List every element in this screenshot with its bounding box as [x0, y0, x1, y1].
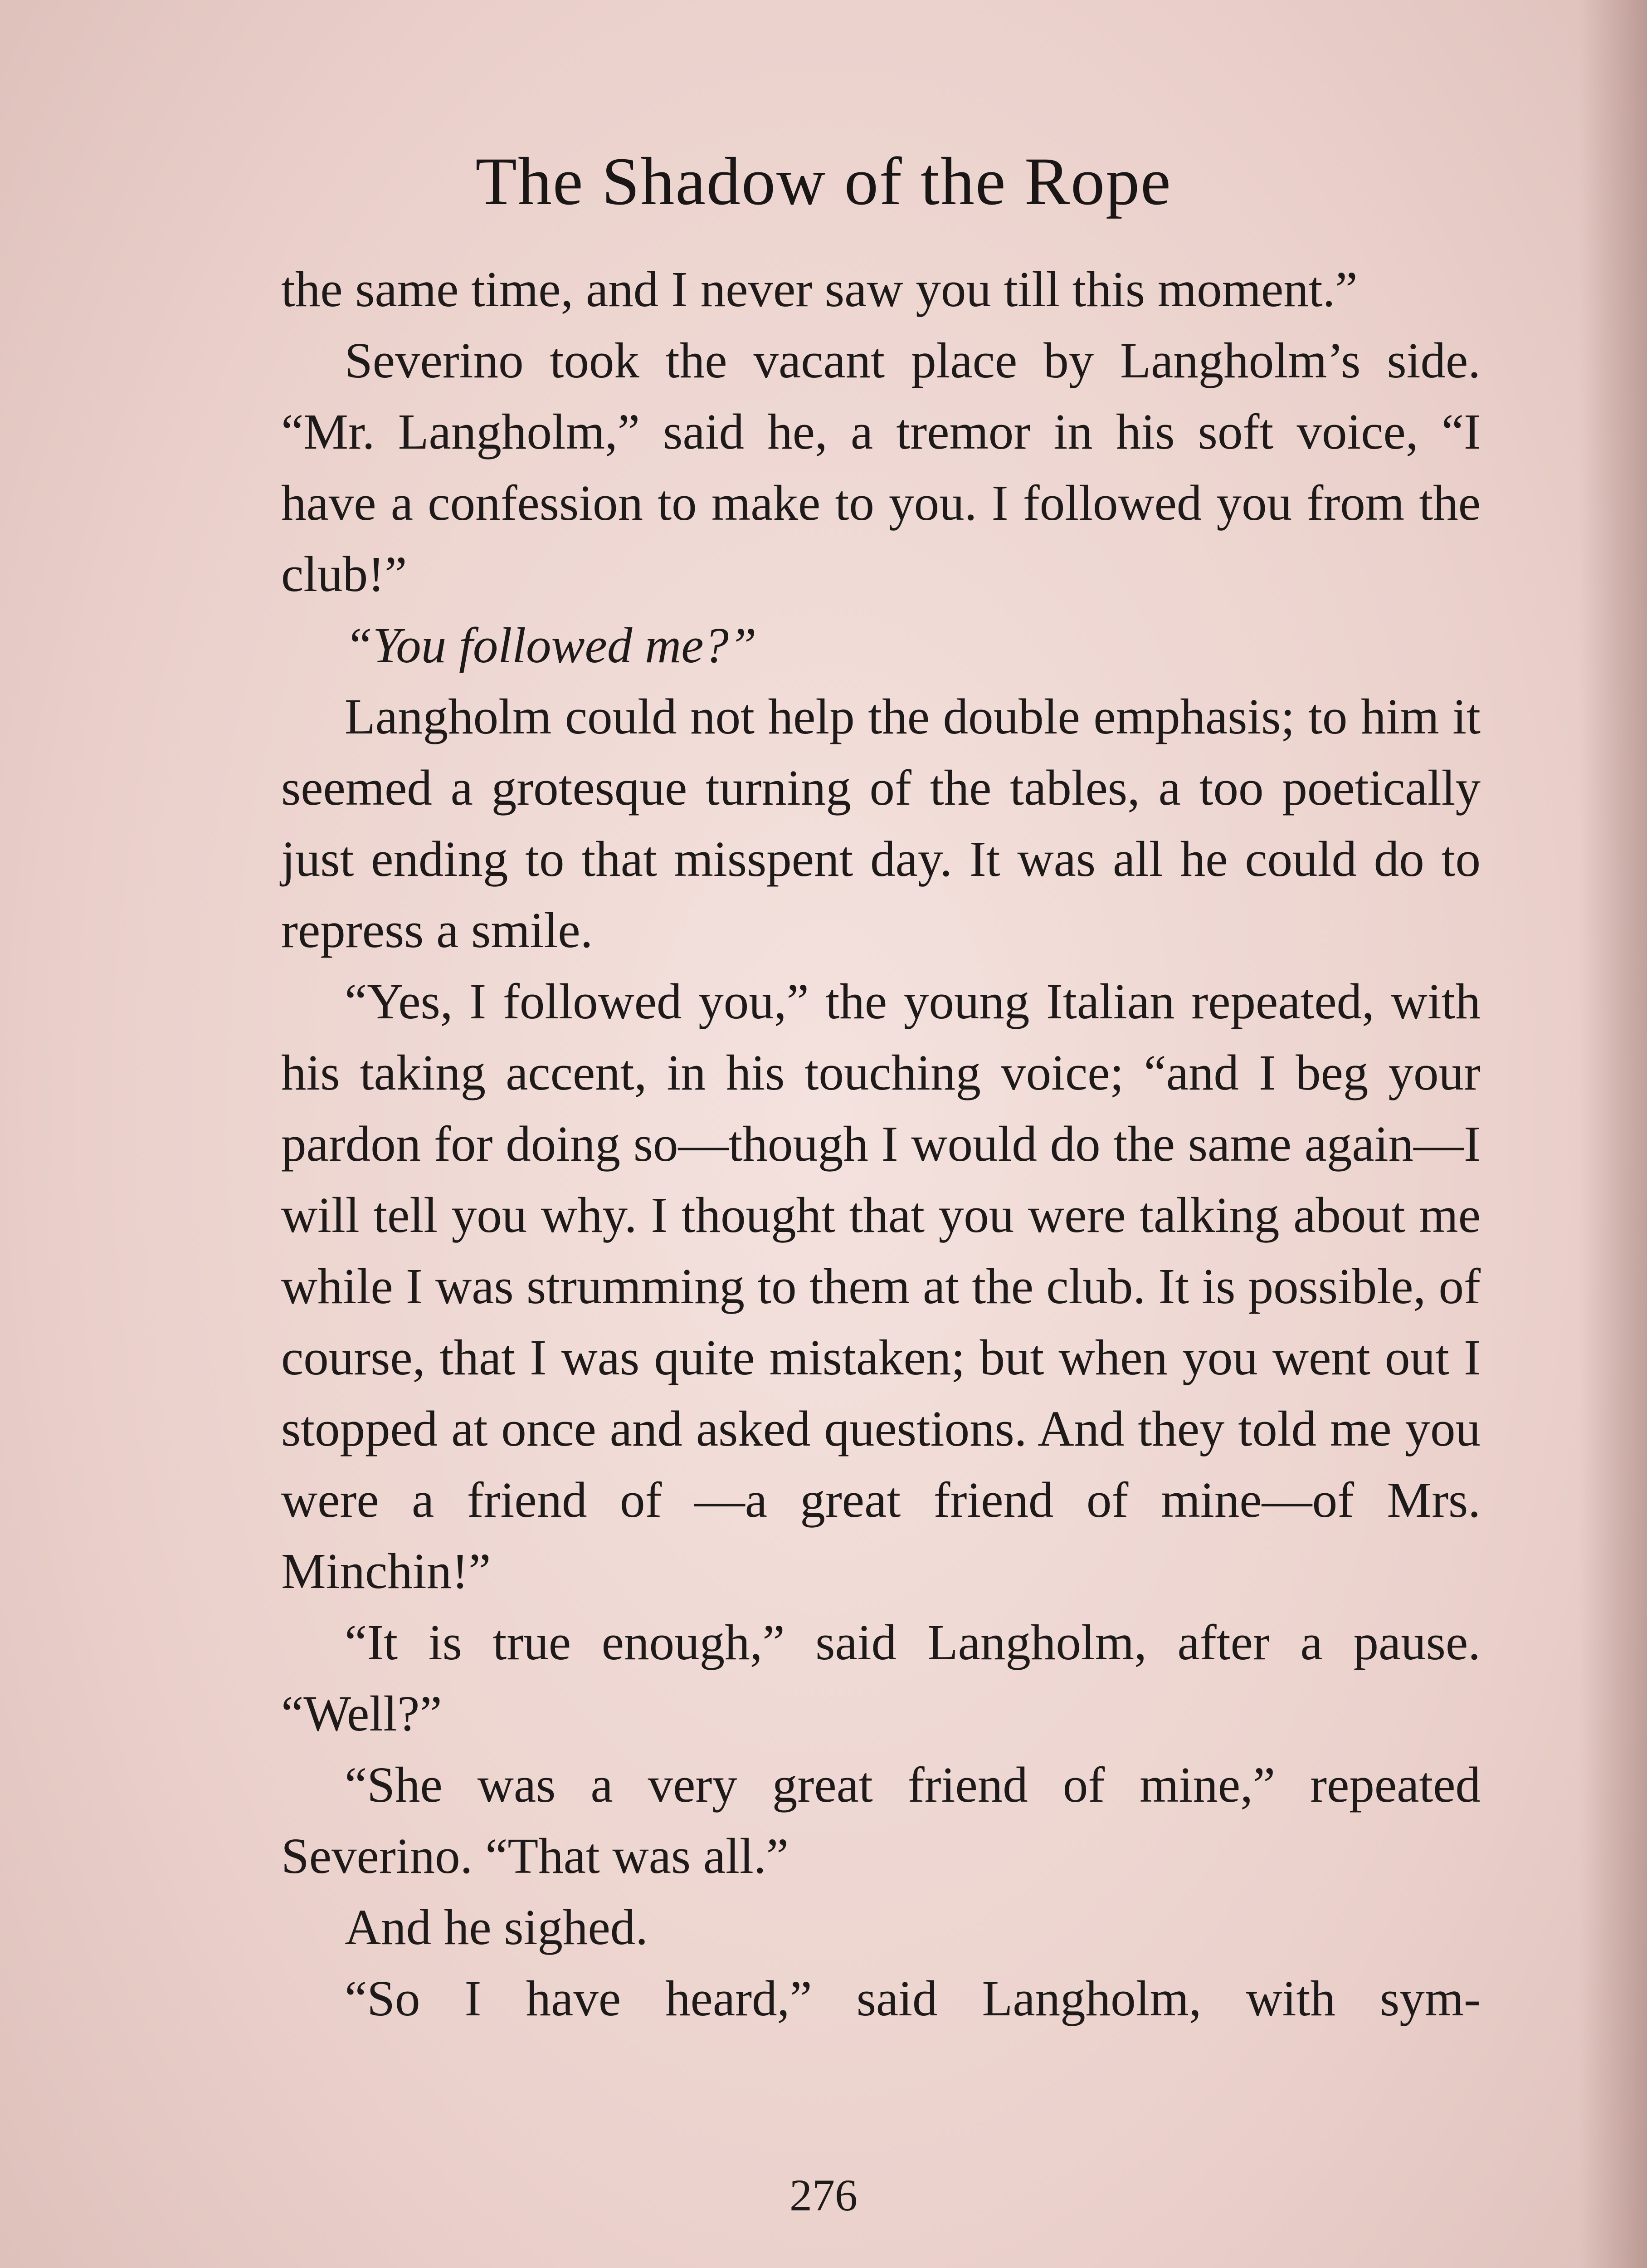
paragraph: the same time, and I never saw you till this moment.” — [281, 262, 1358, 318]
page-number: 276 — [789, 2170, 858, 2220]
paragraph: And he sighed. — [345, 1900, 648, 1955]
paragraph: “Yes, I followed you,” the young Italian repeated, with his taking accent, in his touching voice; “and I beg your pardon for doing so—though I would do the same again—I will tell you why. I thought that you were talking about me while I was strumming to them at the club. It is possible, of course, that I was quite mistaken; but when you went out I stopped at once and asked questions. And they told me you were a friend of —a great friend of mine—of Mrs. Minchin!” — [281, 974, 1481, 1599]
paragraph: “You followed me?” — [345, 618, 757, 674]
paragraph: Severino took the vacant place by Langholm’s side. “Mr. Langholm,” said he, a tremor in his soft voice, “I have a confession to make to you. I followed you from the club!” — [281, 333, 1481, 602]
paragraph: “It is true enough,” said Langholm, after a pause. “Well?” — [281, 1615, 1481, 1742]
paragraph: “She was a very great friend of mine,” repeated Severino. “That was all.” — [281, 1757, 1481, 1884]
paragraph: “So I have heard,” said Langholm, with sym- — [345, 1971, 1481, 2027]
body-text — [281, 254, 1481, 2034]
paragraph: Langholm could not help the double emphasis; to him it seemed a grotesque turning of the tables, a too poetically just ending to that misspent day. It was all he could do to repress a smile. — [281, 689, 1481, 958]
running-head: The Shadow of the Rope — [475, 144, 1172, 219]
page-edge-shadow — [1579, 0, 1647, 2268]
